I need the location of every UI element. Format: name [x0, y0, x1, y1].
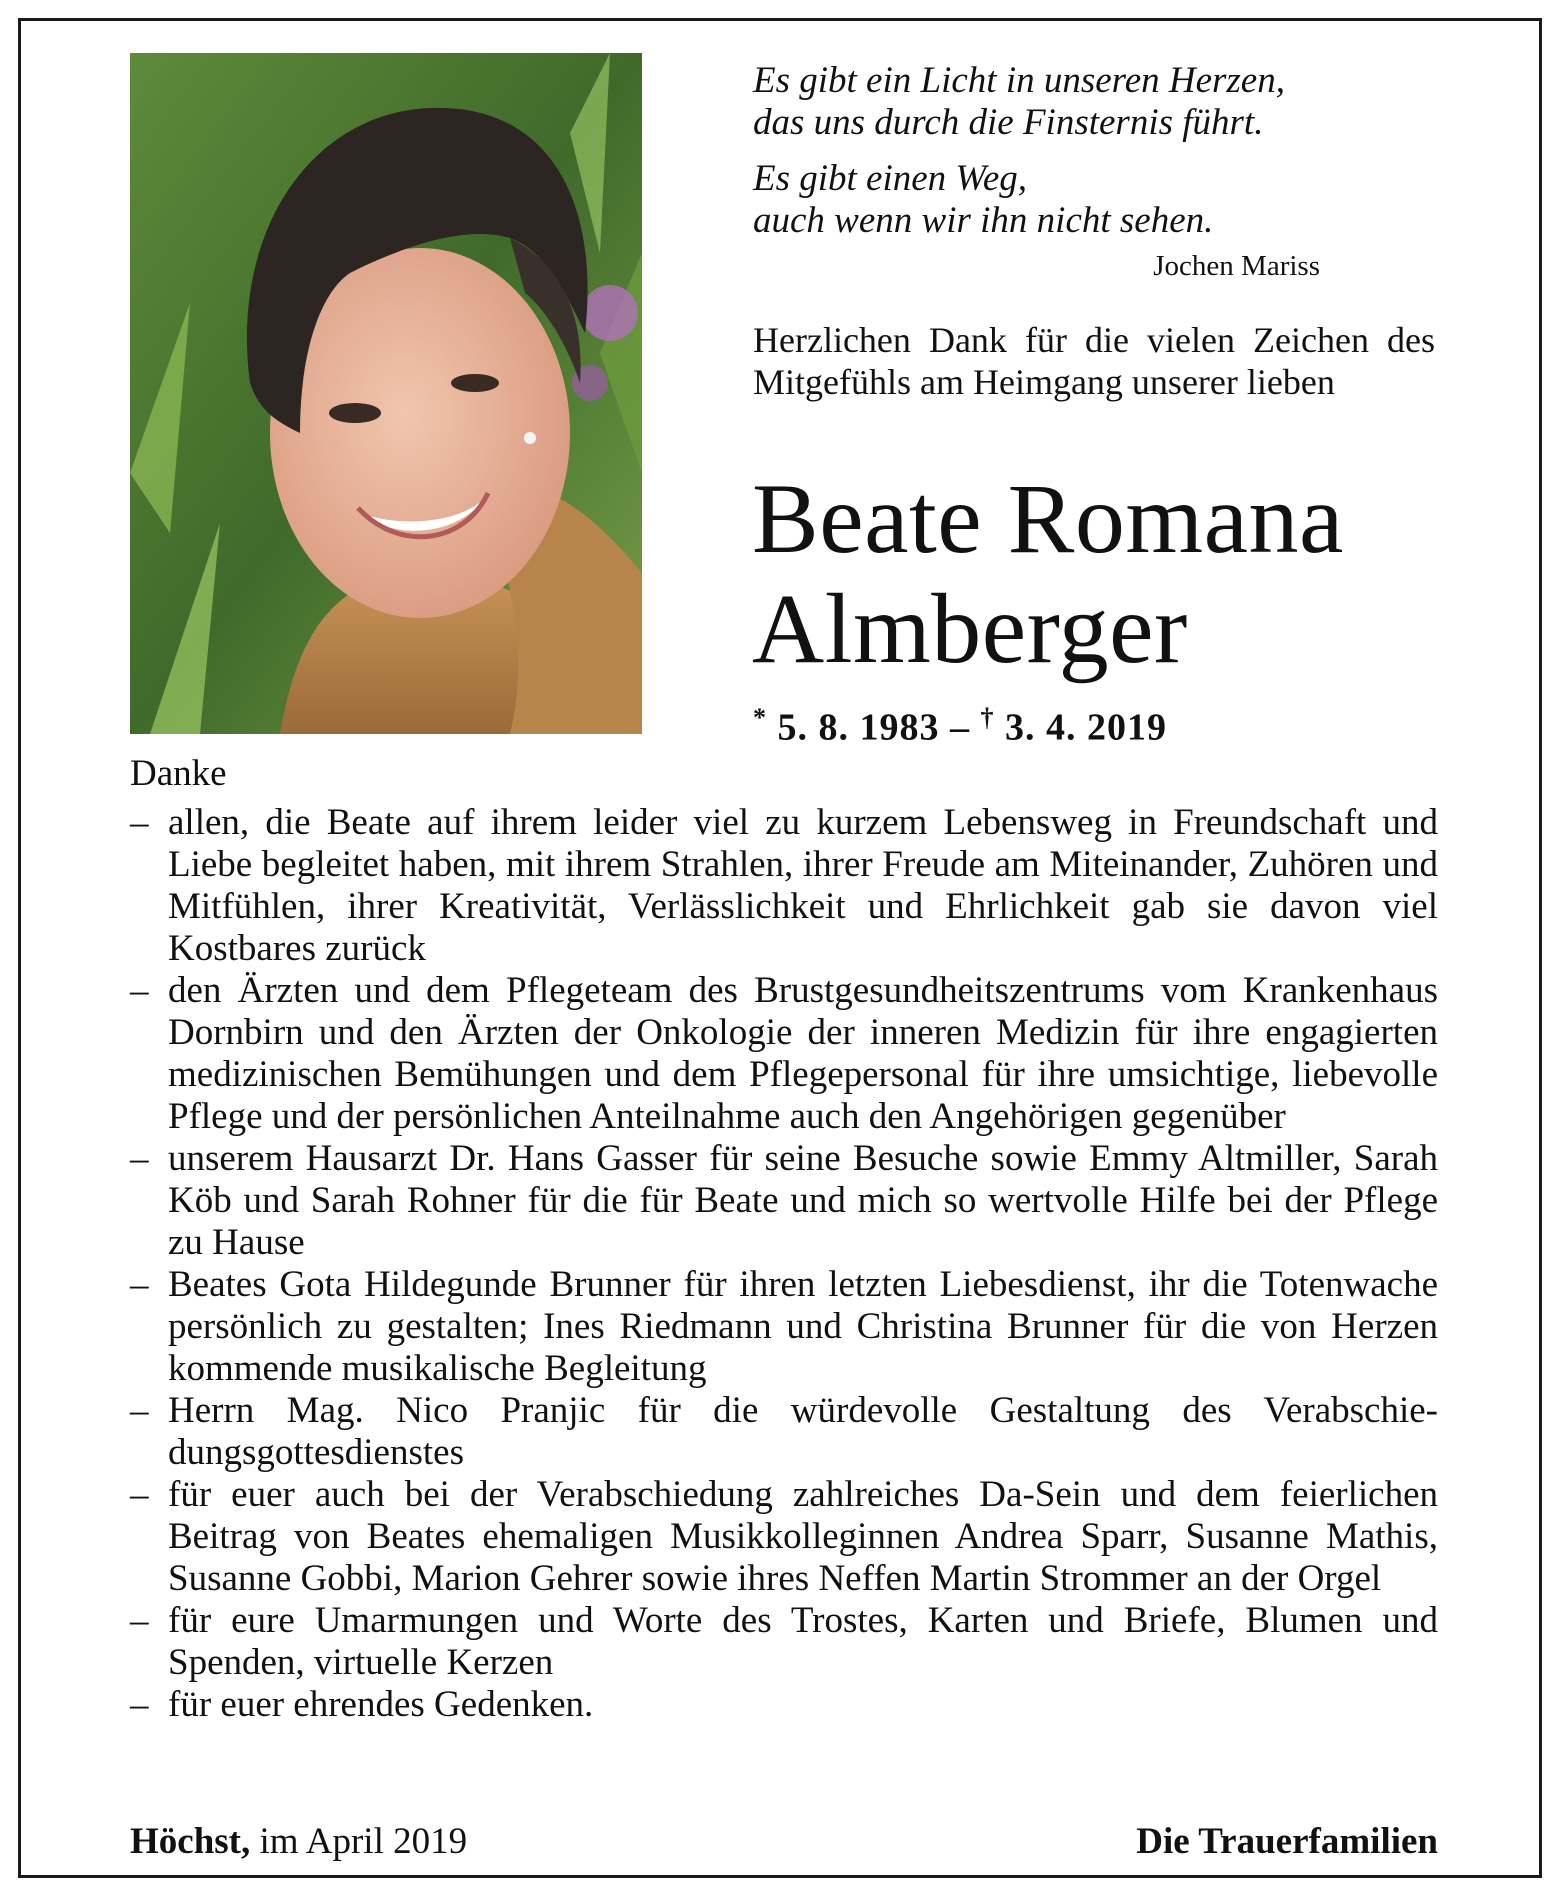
deceased-name	[752, 464, 1532, 684]
deceased-first-name: Beate Romana	[752, 463, 1344, 574]
poem-line: auch wenn wir ihn nicht sehen.	[753, 200, 1214, 241]
list-item-text: Beates Gota Hildegunde Brunner für ihren letzten Liebesdienst, ihr die Totenwache persönlich zu gestalten; Ines Riedmann und Christina Brunner für die von Herzen kommende musikalische Begleitung	[168, 1264, 1438, 1389]
portrait-illustration	[130, 53, 642, 734]
poem-line: Es gibt einen Weg,	[753, 158, 1028, 199]
list-item: – den Ärzten und dem Pflegeteam des Brustgesundheitszentrums vom Krankenhaus Dornbirn und den Ärzten der Onkologie der inneren Medizin für ihre engagierten medizinischen Bemühungen und dem Pflegepersonal für ihre umsichtige, liebevolle Pflege und der persönlichen Anteilnahme auch den Angehörigen gegenüber	[130, 970, 1438, 1137]
list-item: – Herrn Mag. Nico Pranjic für die würdevolle Gestaltung des Verabschiedungsgottesdienstes	[130, 1390, 1438, 1473]
portrait-photo	[130, 53, 642, 734]
list-item: – für euer ehrendes Gedenken.	[130, 1684, 594, 1725]
poem-quote	[753, 60, 1313, 242]
footer-signature: Die Trauerfamilien	[1136, 1821, 1438, 1862]
list-item-text: den Ärzten und dem Pflegeteam des Brustgesundheitszentrums vom Krankenhaus Dornbirn und den Ärzten der Onkologie der inneren Medizin für ihre engagierten medizinischen Bemühungen und dem Pflegepersonal für ihre umsichtige, liebevolle Pflege und der persönlichen Anteilnahme auch den Angehörigen gegenüber	[168, 970, 1438, 1137]
footer-place-date	[130, 1820, 467, 1863]
life-dates	[753, 703, 1167, 750]
birth-date: 5. 8. 1983 –	[767, 706, 981, 749]
list-item: – für euer auch bei der Verabschiedung zahlreiches Da-Sein und dem feierlichen Beitrag von Beates ehemaligen Musikkolleginnen Andrea Sparr, Susanne Mathis, Susanne Gobbi, Marion Gehrer sowie ihres Neffen Martin Strommer an der Orgel	[130, 1474, 1438, 1599]
list-item-text: für euer auch bei der Verabschiedung zahlreiches Da-Sein und dem feierlichen Beitrag von Beates ehemaligen Musikkolleginnen Andrea Sparr, Susanne Mathis, Susanne Gobbi, Marion Gehrer sowie ihres Neffen Martin Strommer an der Orgel	[168, 1474, 1438, 1599]
list-item: – unserem Hausarzt Dr. Hans Gasser für seine Besuche sowie Emmy Altmiller, Sarah Köb und Sarah Rohner für die für Beate und mich so wertvolle Hilfe bei der Pflege zu Hause	[130, 1138, 1438, 1263]
thanks-list	[130, 802, 1438, 1726]
list-item-text: Herrn Mag. Nico Pranjic für die würdevolle Gestaltung des Verabschiedungsgottesdienstes	[168, 1390, 1438, 1473]
footer-date: im April 2019	[250, 1821, 468, 1862]
footer-place: Höchst,	[130, 1821, 251, 1862]
list-item-text: allen, die Beate auf ihrem leider viel zu kurzem Lebensweg in Freundschaft und Liebe begleitet haben, mit ihrem Strahlen, ihrer Freude am Miteinander, Zuhören und Mitfühlen, ihrer Kreativität, Verlässlichkeit und Ehrlichkeit gab sie davon viel Kostbares zurück	[168, 802, 1438, 969]
death-mark: †	[980, 703, 995, 732]
danke-heading: Danke	[130, 753, 227, 794]
list-item: – allen, die Beate auf ihrem leider viel zu kurzem Lebensweg in Freundschaft und Liebe begleitet haben, mit ihrem Strahlen, ihrer Freude am Miteinander, Zuhören und Mitfühlen, ihrer Kreativität, Verlässlichkeit und Ehrlichkeit gab sie davon viel Kostbares zurück	[130, 802, 1438, 969]
poem-line: das uns durch die Finsternis führt.	[753, 102, 1264, 143]
list-item: – Beates Gota Hildegunde Brunner für ihren letzten Liebesdienst, ihr die Totenwache persönlich zu gestalten; Ines Riedmann und Christina Brunner für die von Herzen kommende musikalische Begleitung	[130, 1264, 1438, 1389]
deceased-last-name: Almberger	[752, 573, 1188, 684]
list-item: – für eure Umarmungen und Worte des Trostes, Karten und Briefe, Blumen und Spenden, virtuelle Kerzen	[130, 1600, 1438, 1683]
birth-mark: *	[753, 703, 767, 732]
poem-line: Es gibt ein Licht in unseren Herzen,	[753, 60, 1285, 101]
death-date: 3. 4. 2019	[994, 706, 1167, 749]
list-item-text: unserem Hausarzt Dr. Hans Gasser für seine Besuche sowie Emmy Altmiller, Sarah Köb und Sarah Rohner für die für Beate und mich so wertvolle Hilfe bei der Pflege zu Hause	[168, 1138, 1438, 1263]
thanks-intro: Herzlichen Dank für die vielen Zeichen des Mitgefühls am Heimgang unserer lieben	[753, 320, 1435, 402]
list-item-text: für euer ehrendes Gedenken.	[168, 1684, 594, 1725]
poem-author: Jochen Mariss	[1153, 250, 1320, 282]
list-item-text: für eure Umarmungen und Worte des Trostes, Karten und Briefe, Blumen und Spenden, virtuelle Kerzen	[168, 1600, 1438, 1683]
